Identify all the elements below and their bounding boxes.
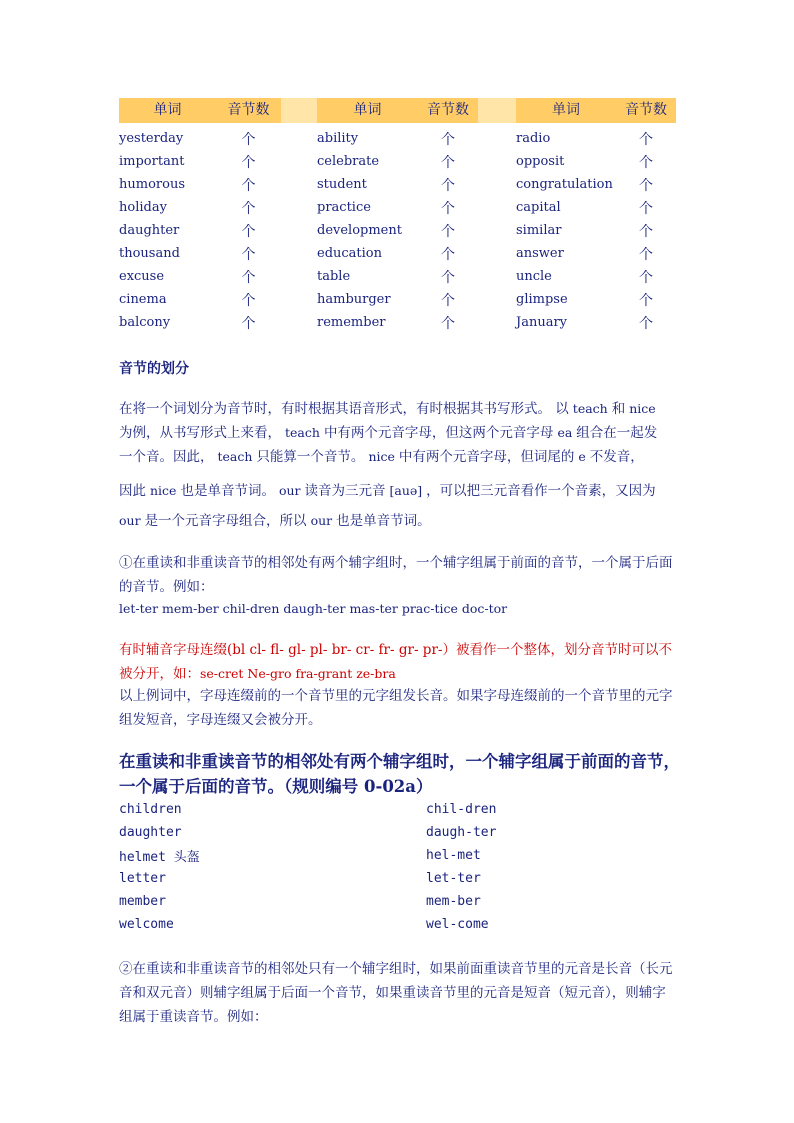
word-cell: table: [317, 269, 351, 284]
count-cell: 个: [241, 200, 256, 217]
count-cell: 个: [441, 154, 455, 171]
word-cell: education: [317, 246, 382, 261]
intro-paragraph: [119, 397, 679, 469]
syllabified-word: chil-dren: [426, 802, 497, 817]
count-cell: 个: [639, 315, 653, 332]
syllabified-word: mem-ber: [426, 894, 481, 909]
count-cell: 个: [639, 223, 653, 240]
count-cell: 个: [241, 154, 256, 171]
syllabified-word: hel-met: [426, 848, 481, 863]
syllabified-word: wel-come: [426, 917, 489, 932]
list-item: [119, 844, 679, 867]
word-cell: uncle: [516, 269, 552, 284]
red-note-examples: se-cret Ne-gro fra-grant ze-bra: [200, 666, 396, 681]
word-cell: important: [119, 154, 185, 169]
table-row: [119, 127, 676, 150]
syllabified-word: daugh-ter: [426, 825, 497, 840]
count-cell: 个: [441, 131, 455, 148]
word-cell: ability: [317, 131, 359, 146]
intro-line: our 是一个元音字母组合，所以 our 也是单音节词。: [119, 513, 431, 529]
word: member: [119, 894, 166, 909]
word-cell: yesterday: [119, 131, 184, 146]
word-cell: radio: [516, 131, 551, 146]
word-cell: development: [317, 223, 402, 238]
count-cell: 个: [441, 269, 455, 286]
count-cell: 个: [241, 246, 256, 263]
intro-line: 在将一个词划分为音节时，有时根据其语音形式，有时根据其书写形式。 以 teach 和 nice: [119, 401, 656, 417]
word-cell: similar: [516, 223, 562, 238]
word-syllable-table: [119, 98, 676, 334]
table-row: [119, 150, 676, 173]
count-cell: 个: [639, 292, 653, 309]
count-cell: 个: [241, 269, 256, 286]
header-count-2: 音节数: [418, 98, 478, 123]
count-cell: 个: [441, 315, 455, 332]
word-cell: glimpse: [516, 292, 568, 307]
word-cell: balcony: [119, 315, 171, 330]
section-title: 音节的划分: [119, 361, 189, 377]
count-cell: 个: [441, 223, 455, 240]
word-cell: January: [516, 315, 568, 330]
note-2: 以上例词中，字母连缀前的一个音节里的元字组发长音。如果字母连缀前的一个音节里的元字组发短音，字母连缀又会被分开。: [119, 688, 673, 728]
count-cell: 个: [639, 246, 653, 263]
word: daughter: [119, 825, 182, 840]
count-cell: 个: [441, 292, 455, 309]
syllabified-word: let-ter: [426, 871, 481, 886]
header-gap: [281, 98, 317, 123]
count-cell: 个: [639, 269, 653, 286]
word-cell: student: [317, 177, 367, 192]
word-cell: practice: [317, 200, 371, 215]
rule-1-text: ①在重读和非重读音节的相邻处有两个辅字组时，一个辅字组属于前面的音节，一个属于后面的音节。例如：: [119, 555, 673, 595]
word-cell: daughter: [119, 223, 180, 238]
header-count-3: 音节数: [616, 98, 676, 123]
word-cell: capital: [516, 200, 561, 215]
header-word-1: 单词: [119, 98, 216, 123]
table-body: [119, 127, 676, 334]
table-row: [119, 242, 676, 265]
word-cell: celebrate: [317, 154, 380, 169]
count-cell: 个: [639, 131, 653, 148]
word-cell: humorous: [119, 177, 185, 192]
count-cell: 个: [441, 246, 455, 263]
table-header: [119, 98, 676, 123]
table-row: [119, 288, 676, 311]
count-cell: 个: [639, 200, 653, 217]
list-item: [119, 913, 679, 936]
count-cell: 个: [639, 154, 653, 171]
word: helmet 头盔: [119, 850, 200, 865]
count-cell: 个: [639, 177, 653, 194]
rule-1-examples: let-ter mem-ber chil-dren daugh-ter mas-ter prac-tice doc-tor: [119, 601, 508, 616]
word-cell: excuse: [119, 269, 165, 284]
table-row: [119, 265, 676, 288]
list-item: [119, 867, 679, 890]
word-cell: answer: [516, 246, 564, 261]
table-row: [119, 173, 676, 196]
header-word-2: 单词: [317, 98, 418, 123]
count-cell: 个: [441, 177, 455, 194]
count-cell: 个: [241, 292, 256, 309]
header-count-1: 音节数: [216, 98, 281, 123]
table-row: [119, 219, 676, 242]
word-cell: cinema: [119, 292, 167, 307]
red-note-text: 有时辅音字母连缀(bl cl- fl- gl- pl- br- cr- fr- gr- pr-）被看作一个整体，划分音节时可以不被分开，如：: [119, 642, 672, 682]
intro-line: 因此 nice 也是单音节词。 our 读音为三元音 [auə] ，可以把三元音看作一个音素，又因为: [119, 483, 656, 499]
word: children: [119, 802, 182, 817]
word-cell: remember: [317, 315, 386, 330]
intro-line: 一个音。因此， teach 只能算一个音节。 nice 中有两个元音字母，但词尾的 e 不发音，: [119, 449, 644, 465]
word-cell: congratulation: [516, 177, 613, 192]
intro-line: 为例，从书写形式上来看， teach 中有两个元音字母，但这两个元音字母 ea 组合在一起发: [119, 425, 658, 441]
rule-heading: 在重读和非重读音节的相邻处有两个辅字组时，一个辅字组属于前面的音节，一个属于后面的音节。（规则编号 0-02a）: [119, 752, 680, 796]
list-item: [119, 890, 679, 913]
count-cell: 个: [241, 131, 256, 148]
header-gap: [478, 98, 516, 123]
rule-2-text: ②在重读和非重读音节的相邻处只有一个辅字组时，如果前面重读音节里的元音是长音（长元音和双元音）则辅字组属于后面一个音节，如果重读音节里的元音是短音（短元音），则辅字组属于重读音节。例如：: [119, 961, 673, 1025]
count-cell: 个: [241, 177, 256, 194]
example-word-list: [119, 798, 679, 936]
count-cell: 个: [241, 223, 256, 240]
header-word-3: 单词: [516, 98, 616, 123]
red-note: [119, 638, 679, 686]
word-cell: thousand: [119, 246, 180, 261]
intro-paragraph-cont: [119, 476, 679, 536]
word: welcome: [119, 917, 174, 932]
word-cell: holiday: [119, 200, 167, 215]
count-cell: 个: [441, 200, 455, 217]
table-row: [119, 196, 676, 219]
list-item: [119, 798, 679, 821]
word: letter: [119, 871, 166, 886]
count-cell: 个: [241, 315, 256, 332]
list-item: [119, 821, 679, 844]
word-cell: opposit: [516, 154, 565, 169]
word-cell: hamburger: [317, 292, 391, 307]
table-row: [119, 311, 676, 334]
